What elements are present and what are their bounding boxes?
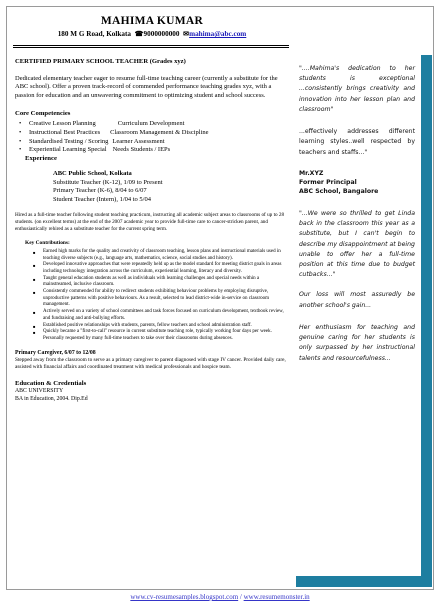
contribution-item: ■ Developed innovative approaches that were repeatedly held up as the model standard for meeting district goals in areas including technology integration across the curriculum, experiential learning, literacy and diversity. (15, 262, 287, 275)
caregiver-section (15, 350, 287, 372)
reference-title: Former Principal (299, 178, 357, 186)
competency-row: • Creative Lesson Planning Curriculum Development (15, 120, 287, 129)
education-heading: Education & Credentials (15, 379, 87, 387)
testimonial-quote: "....Mahima's dedication to her students is exceptional ...consistently brings creativity and innovation into her lesson plan and classroom" (299, 65, 415, 113)
footer-link-cv-samples[interactable]: www.cv-resumesamples.blogspot.com (130, 593, 239, 601)
contribution-item: ■ Earned high marks for the quality and creativity of classroom teaching, lesson plans and instructional materials used in teaching diverse subjects (e.g., language arts, mathematics, science, social studies and history). (15, 249, 287, 262)
competencies-heading: Core Competencies (15, 109, 71, 117)
reference-org: ABC School, Bangalore (299, 187, 379, 195)
role-line: Student Teacher (Intern), 1/04 to 5/04 (53, 196, 151, 204)
competency-row: • Standardised Testing / Scoring Learner Assessment (15, 138, 287, 147)
education-university: ABC UNIVERSITY (15, 388, 64, 395)
resume-header (7, 7, 297, 38)
testimonial-panel (293, 52, 421, 576)
competencies-list (15, 120, 287, 155)
phone-number: 9000000000 (143, 30, 180, 38)
testimonial-reference (293, 170, 421, 197)
competency-row: • Instructional Best Practices Classroom Management & Discipline (15, 129, 287, 138)
education-degree: BA in Education, 2004. Dip.Ed (15, 395, 88, 402)
experience-paragraph: Hired as a full-time teacher following student teaching practicum, instructing all academic subject areas to classrooms of up to 28 students. (on excellent terms) at the end of the 2007 academic year to provide full-time care to cancer-stricken parent, and enthusiastically rehired as a substitute teacher for the current spring term. (15, 211, 285, 232)
role-line: Primary Teacher (K-6), 8/04 to 6/07 (53, 187, 147, 195)
phone-icon: ☎ (132, 30, 144, 38)
footer-separator: / (239, 593, 242, 601)
header-divider-2 (13, 47, 289, 48)
footer-links (0, 593, 440, 601)
resume-main-column (15, 53, 287, 403)
school-name: ABC Public School, Kolkata (53, 169, 132, 177)
testimonial-quote: Our loss will most assuredly be another school's gain... (299, 291, 415, 309)
email-icon: ✉ (181, 30, 190, 38)
testimonial-quote: ...effectively addresses different learning styles..well respected by teachers and staffs..." (299, 128, 415, 156)
contribution-item: ■ Quickly became a "first-to-call" resource in current substitute teaching role, typically working four days per week. Personally requested by many full-time teachers to take over their classrooms during absences. (15, 329, 287, 342)
experience-heading: Experience (25, 155, 57, 163)
contact-line (7, 29, 297, 38)
competency-row: • Experiential Learning Special Needs Students / IEPs (15, 146, 287, 155)
contribution-item: ■ Established positive relationships with students, parents, fellow teachers and school administration staff. (15, 323, 287, 330)
email-link[interactable]: mahima@abc.com (189, 30, 247, 38)
caregiver-heading: Primary Caregiver, 6/07 to 12/08 (15, 349, 96, 356)
reference-name: Mr.XYZ (299, 169, 324, 177)
contribution-item: ■ Actively served on a variety of school committees and task forces focused on curriculum development, textbook review, and fundraising and anti-bullying efforts. (15, 309, 287, 322)
testimonial-quote: Her enthusiasm for teaching and genuine caring for her students is only surpassed by her instructional talents and resourcefulness... (299, 323, 415, 362)
summary-paragraph: Dedicated elementary teacher eager to resume full-time teaching career (currently a substitute for the ABC school). Offer a proven track-record of commended performance teaching grades xyz, with a passion for education and an unwavering commitment to optimizing student and school success. (15, 74, 278, 99)
testimonial-quote: "...We were so thrilled to get Linda back in the classroom this year as a substitute, but I can't begin to describe my disappointment at being unable to offer her a full-time position at this time due to budget cutbacks..." (299, 209, 415, 279)
contribution-item: ■ Taught general education students as well as individuals with learning challenges and special needs within a mainstreamed, inclusive classroom. (15, 276, 287, 289)
caregiver-text: Stepped away from the classroom to serve as a primary caregiver to parent diagnosed with stage IV cancer. Provided daily care, assisted with financial affairs and coordinated treatment with medical professionals and hospice team. (15, 357, 286, 371)
contribution-item: ■ Consistently commended for ability to redirect students exhibiting behaviour problems by employing disruptive, unproductive patterns with positive behaviours. As a result, selected to lead district-wide in-service on classroom management. (15, 289, 287, 309)
school-block (53, 170, 287, 205)
header-divider (13, 45, 289, 46)
resume-title: CERTIFIED PRIMARY SCHOOL TEACHER (Grades xyz) (15, 58, 186, 65)
address: 180 M G Road, Kolkata (57, 30, 131, 38)
contributions-heading: Key Contributions: (25, 239, 70, 246)
candidate-name: MAHIMA KUMAR (100, 15, 204, 27)
footer-link-resume-monster[interactable]: www.resumemonster.in (243, 593, 310, 601)
role-line: Substitute Teacher (K-12), 1/09 to Present (53, 178, 163, 186)
contributions-list (15, 249, 287, 343)
